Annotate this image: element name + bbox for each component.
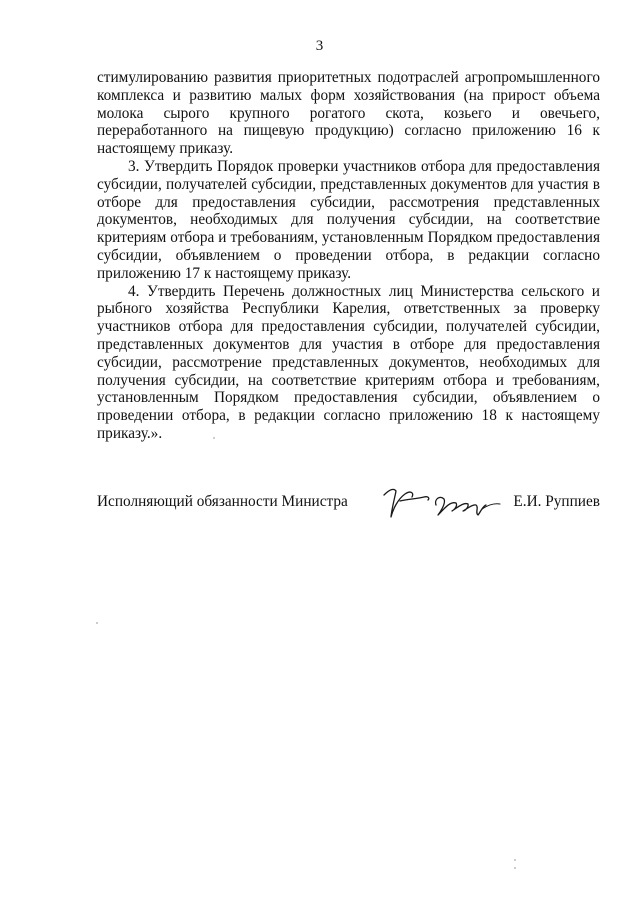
paragraph-continuation: стимулированию развития приоритетных подотраслей агропромышленного комплекса и развитию малых форм хозяйствования (на прирост объема молока сырого крупного рогатого скота, козьего и овечьего, переработанного на пищевую продукцию) согласно приложению 16 к настоящему приказу. [97, 69, 600, 158]
document-body [97, 69, 600, 443]
paragraph-item-4: 4. Утвердить Перечень должностных лиц Министерства сельского и рыбного хозяйства Республики Карелия, ответственных за проверку участников отбора для предоставления субсидии, получателей субсидии, представленных документов для участия в отборе для предоставления субсидии, рассмотрение представленных документов, необходимых для получения субсидии, на соответствие критериям отбора и требованиям, установленным Порядком предоставления субсидии, объявлением о проведении отбора, в редакции согласно приложению 18 к настоящему приказу.». [97, 282, 600, 442]
signature-block [97, 487, 600, 527]
scan-speck [514, 859, 516, 861]
scan-speck [514, 867, 516, 869]
handwritten-signature-icon [378, 485, 508, 521]
signatory-title: Исполняющий обязанности Министра [97, 493, 348, 510]
page-number: 3 [315, 38, 324, 54]
signatory-name: Е.И. Руппиев [513, 493, 600, 510]
paragraph-item-3: 3. Утвердить Порядок проверки участников отбора для предоставления субсидии, получателей субсидии, представленных документов для участия в отборе для предоставления субсидии, рассмотрения представленных документов, необходимых для получения субсидии, на соответствие критериям отбора и требованиям, установленным Порядком предоставления субсидии, объявлением о проведении отбора, в редакции согласно приложению 17 к настоящему приказу. [97, 157, 600, 282]
scan-speck [96, 622, 98, 624]
scan-speck [213, 437, 215, 439]
